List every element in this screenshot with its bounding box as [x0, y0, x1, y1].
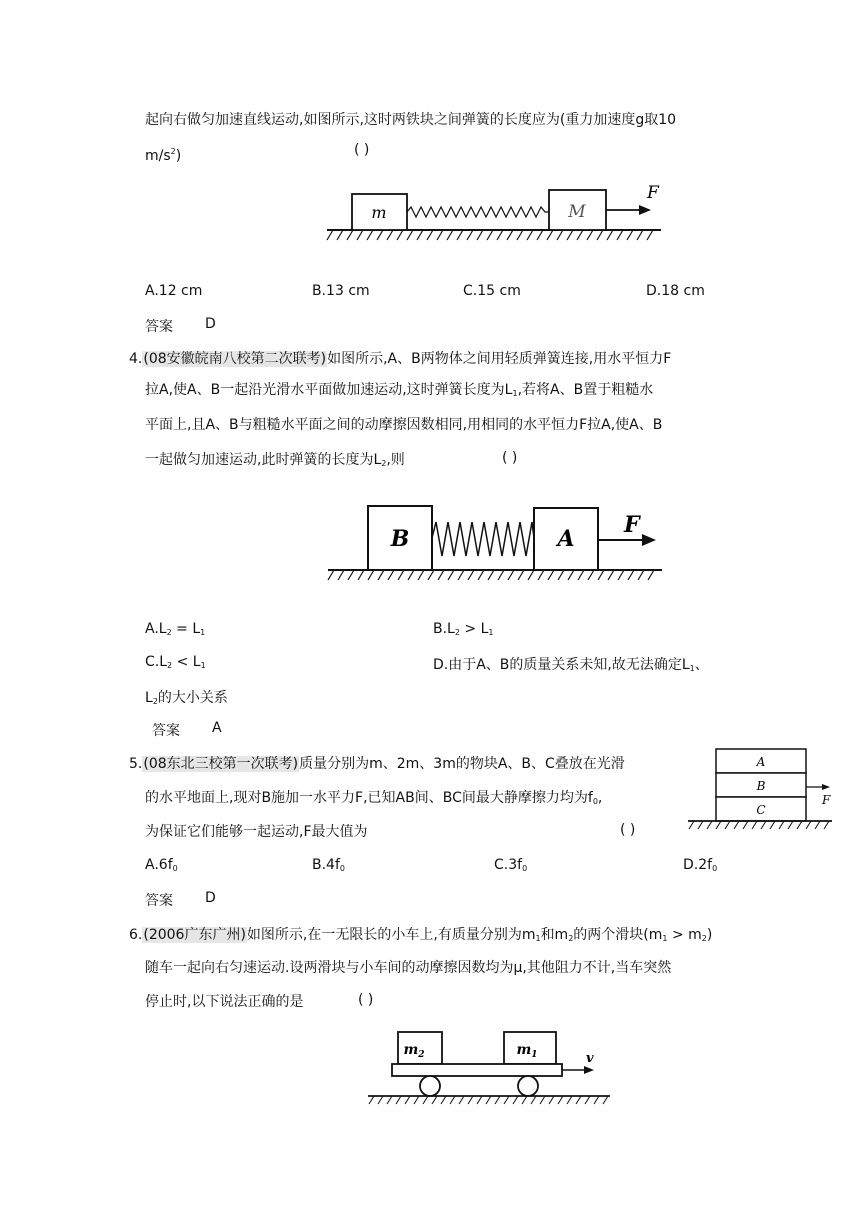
- label-F: F: [647, 183, 659, 203]
- q4-figure: [326, 500, 666, 582]
- q4-stem-line2: 拉A,使A、B一起沿光滑水平面做加速运动,这时弹簧长度为$L_1$,若将A、B置于粗糙水: [145, 382, 654, 398]
- cart-wheel-right: [518, 1076, 538, 1096]
- q4-option-c: $C.L_2 < L_1$: [145, 654, 206, 670]
- q4-answer-bracket: ( ): [502, 450, 518, 466]
- q6-stem-line2: 随车一起向右匀速运动.设两滑块与小车间的动摩擦因数均为μ,其他阻力不计,当车突然: [145, 960, 672, 976]
- q3-option-b: B.13 cm: [312, 283, 370, 299]
- q6-figure: [364, 1026, 614, 1108]
- q5-stem-line3: 为保证它们能够一起运动,F最大值为: [145, 824, 368, 840]
- cart-wheel-left: [420, 1076, 440, 1096]
- q4-option-d-cont: $L_2$的大小关系: [145, 690, 228, 706]
- q4-option-d: D.由于A、B的质量关系未知,故无法确定$L_1$、: [433, 657, 709, 673]
- label-A: A: [557, 526, 575, 552]
- label-F: F: [624, 512, 640, 538]
- q4-option-b: $B.L_2 > L_1$: [433, 621, 494, 637]
- q3-figure: [325, 182, 665, 244]
- question-number: 6.: [129, 927, 143, 943]
- q5-figure: [686, 745, 836, 833]
- q4-stem-line4: 一起做匀加速运动,此时弹簧的长度为$L_2$,则: [145, 452, 405, 468]
- q3-answer-label: 答案: [145, 319, 173, 335]
- q5-answer-bracket: ( ): [620, 822, 636, 838]
- q3-option-c: C.15 cm: [463, 283, 521, 299]
- label-F: F: [822, 793, 831, 807]
- label-m1: $m_1$: [516, 1042, 538, 1060]
- question-number: 5.: [129, 756, 143, 772]
- label-M: M: [568, 202, 586, 222]
- q3-answer-bracket: ( ): [354, 142, 370, 158]
- q6-stem-line1: 6.(2006广东广州)如图所示,在一无限长的小车上,有质量分别为$m_1$和$m_2$的两个滑块$(m_1 > m_2)$: [129, 927, 713, 943]
- q5-option-b: $B.4f_0$: [312, 857, 345, 873]
- q5-stem-line2: 的水平地面上,现对B施加一水平力F,已知AB间、BC间最大静摩擦力均为$f_0$,: [145, 790, 603, 806]
- q5-option-d: $D.2f_0$: [683, 857, 718, 873]
- label-m2: $m_2$: [403, 1042, 425, 1060]
- question-number: 4.: [129, 351, 143, 367]
- q4-stem-line3: 平面上,且A、B与粗糙水平面之间的动摩擦因数相同,用相同的水平恒力F拉A,使A、B: [145, 417, 663, 433]
- label-A: A: [756, 755, 766, 769]
- q6-stem-line3: 停止时,以下说法正确的是: [145, 994, 304, 1010]
- q4-stem-line1: [129, 348, 671, 368]
- label-v: v: [586, 1051, 594, 1066]
- q5-stem-line1: [129, 753, 625, 773]
- spring: [407, 207, 549, 217]
- q3-stem-line1: 起向右做匀加速直线运动,如图所示,这时两铁块之间弹簧的长度应为(重力加速度g取10: [145, 112, 677, 128]
- cart-platform: [392, 1064, 562, 1076]
- q3-stem-line2: [145, 142, 181, 166]
- q4-option-a: $A.L_2 = L_1$: [145, 621, 206, 637]
- q5-answer-label: 答案: [145, 893, 173, 909]
- spring: [432, 522, 534, 556]
- q3-option-a: A.12 cm: [145, 283, 203, 299]
- question-source: (08东北三校第一次联考): [143, 756, 299, 772]
- unit-superscript: 2: [170, 147, 176, 156]
- q4-answer-value: A: [212, 720, 222, 736]
- label-C: C: [756, 803, 766, 817]
- label-m: m: [371, 203, 387, 222]
- q6-answer-bracket: ( ): [358, 992, 374, 1008]
- paren-close: ): [175, 148, 182, 164]
- q5-option-c: $C.3f_0$: [494, 857, 528, 873]
- q5-answer-value: D: [205, 890, 216, 906]
- stem-text: 如图所示,A、B两物体之间用轻质弹簧连接,用水平恒力F: [327, 351, 672, 367]
- stem-text: 质量分别为m、2m、3m的物块A、B、C叠放在光滑: [299, 756, 625, 772]
- q4-answer-label: 答案: [152, 723, 180, 739]
- label-B: B: [756, 779, 766, 793]
- label-B: B: [390, 526, 410, 552]
- unit-text: m/s: [145, 148, 171, 164]
- q5-option-a: $A.6f_0$: [145, 857, 178, 873]
- question-source: (2006广东广州): [143, 927, 246, 943]
- q3-answer-value: D: [205, 316, 216, 332]
- question-source: (08安徽皖南八校第二次联考): [143, 351, 327, 367]
- q3-option-d: D.18 cm: [646, 283, 705, 299]
